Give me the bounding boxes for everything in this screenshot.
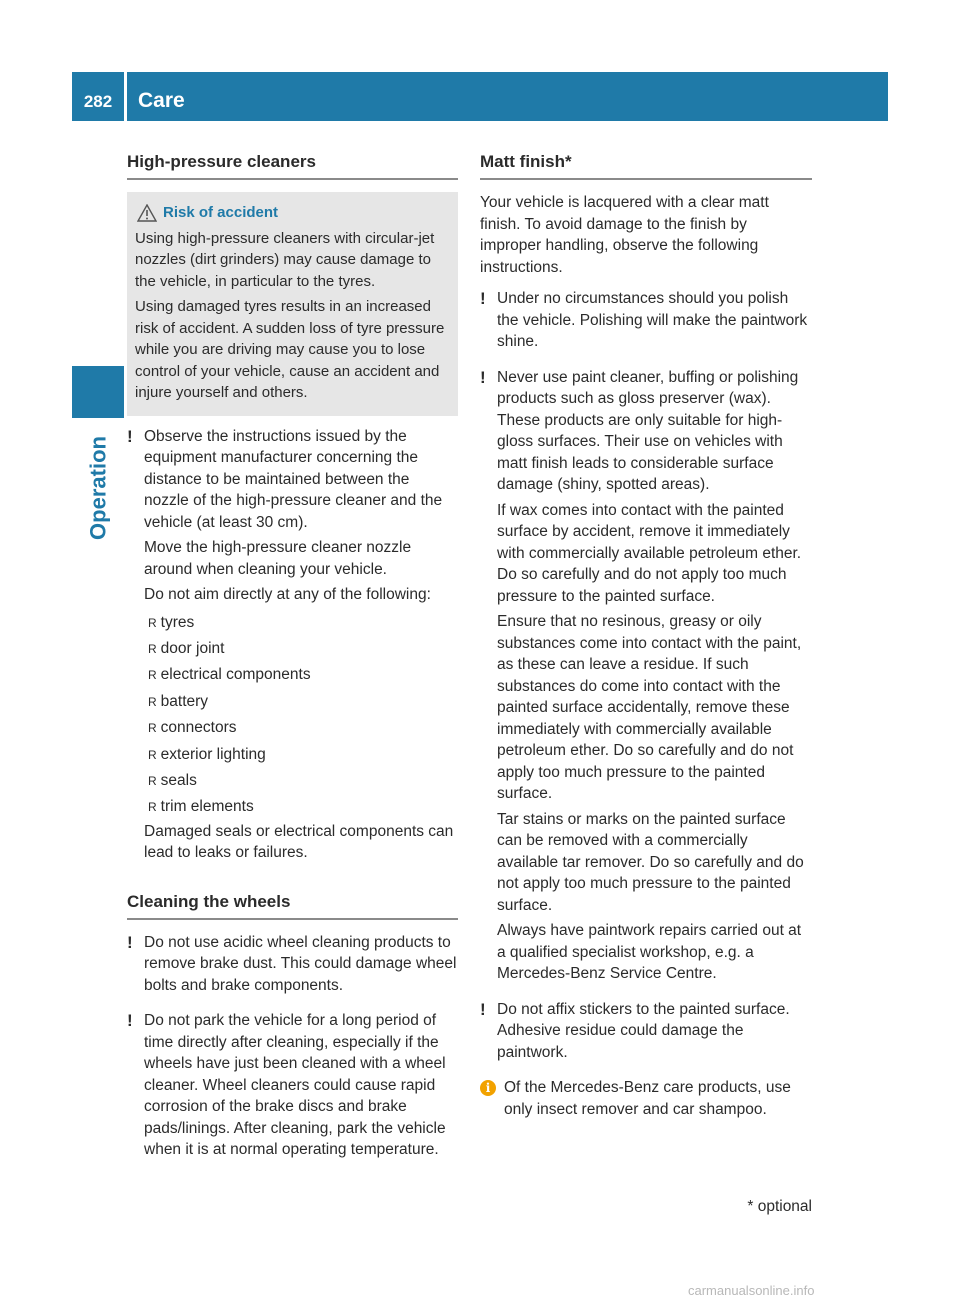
heading-matt-finish: Matt finish* xyxy=(480,150,812,180)
list-item: R exterior lighting xyxy=(148,742,458,768)
list-item: R connectors xyxy=(148,715,458,741)
list-item: R tyres xyxy=(148,610,458,636)
bullet-list xyxy=(144,610,458,821)
note-text: If wax comes into contact with the painted surface by accident, remove it immediately with commercially available petroleum ether. Do so carefully and do not apply too much pressure to the painted surface. xyxy=(497,501,802,605)
exclamation-icon: ! xyxy=(127,1011,133,1031)
note-text: Tar stains or marks on the painted surface can be removed with a commercially available tar remover. Do so carefully and do not apply too much pressure to the painted surface. xyxy=(497,810,804,914)
note-text: Always have paintwork repairs carried out at a qualified specialist workshop, e.g. a Mercedes-Benz Service Centre. xyxy=(497,922,802,982)
page-number: 282 xyxy=(83,92,113,111)
header-separator xyxy=(124,72,127,121)
caution-note xyxy=(127,1010,458,1165)
caution-note xyxy=(480,288,812,357)
caution-note xyxy=(127,932,458,1001)
list-item: R battery xyxy=(148,689,458,715)
caution-note xyxy=(127,426,458,868)
exclamation-icon: ! xyxy=(480,367,486,387)
list-item: R door joint xyxy=(148,636,458,662)
exclamation-icon: ! xyxy=(127,932,133,952)
warning-paragraph: Using damaged tyres results in an increased risk of accident. A sudden loss of tyre pressure while you are driving may cause you to lose control of your vehicle, cause an accident and injure yourself and others. xyxy=(135,298,445,401)
note-text: Damaged seals or electrical components can lead to leaks or failures. xyxy=(144,822,454,862)
list-item: R seals xyxy=(148,768,458,794)
heading-cleaning-wheels: Cleaning the wheels xyxy=(127,890,458,920)
note-text: Ensure that no resinous, greasy or oily substances come into contact with the paint, as these can leave a residue. If such substances do come into contact with the painted surface accidentally, remove these immediately with commercially available petroleum ether. Do so carefully and do not apply too much pressure to the painted surface. xyxy=(497,613,802,802)
note-text: Do not park the vehicle for a long period of time directly after cleaning, especially if the wheels have just been cleaned with a wheel cleaner. Wheel cleaners could cause rapid corrosion of the brake discs and brake pads/linings. After cleaning, park the vehicle when it is at normal operating temperature. xyxy=(144,1012,446,1159)
info-icon: i xyxy=(480,1080,496,1096)
note-text: Under no circumstances should you polish the vehicle. Polishing will make the paintwork shine. xyxy=(497,290,808,350)
note-text: Observe the instructions issued by the equipment manufacturer concerning the distance to be maintained between the nozzle of the high-pressure cleaner and the vehicle (at least 30 cm). xyxy=(144,427,443,531)
warning-triangle-icon xyxy=(137,204,157,222)
exclamation-icon: ! xyxy=(127,426,133,446)
list-item: R trim elements xyxy=(148,794,458,820)
note-text: Do not affix stickers to the painted surface. Adhesive residue could damage the paintwork. xyxy=(497,1000,790,1061)
note-text: Do not use acidic wheel cleaning products to remove brake dust. This could damage wheel bolts and brake components. xyxy=(144,933,457,994)
caution-note xyxy=(480,367,812,989)
warning-title: Risk of accident xyxy=(163,204,279,221)
warning-paragraph: Using high-pressure cleaners with circular-jet nozzles (dirt grinders) may cause damage to the vehicle, in particular to the tyres. xyxy=(135,229,435,290)
optional-footnote: * optional xyxy=(747,1198,812,1215)
exclamation-icon: ! xyxy=(480,999,486,1019)
warning-header xyxy=(135,202,450,224)
header-band xyxy=(72,72,888,121)
exclamation-icon: ! xyxy=(480,289,486,308)
info-note xyxy=(480,1077,812,1124)
watermark: carmanualsonline.info xyxy=(688,1283,815,1298)
note-text: Move the high-pressure cleaner nozzle around when cleaning your vehicle. xyxy=(144,539,412,578)
list-item: R electrical components xyxy=(148,662,458,688)
section-title: Care xyxy=(138,89,185,112)
note-text: Never use paint cleaner, buffing or polishing products such as gloss preserver (wax). These products are only suitable for high-gloss surfaces. Their use on vehicles with matt finish leads to considerable surface damage (shiny, spotted areas). xyxy=(497,368,799,493)
heading-high-pressure-cleaners: High-pressure cleaners xyxy=(127,150,458,180)
note-text: Do not aim directly at any of the following: xyxy=(144,586,431,603)
right-column xyxy=(480,150,812,1124)
intro-text: Your vehicle is lacquered with a clear matt finish. To avoid damage to the finish by improper handling, observe the following instructions. xyxy=(480,194,769,276)
chapter-label xyxy=(72,428,124,548)
caution-note xyxy=(480,999,812,1068)
chapter-tab-marker xyxy=(72,366,124,418)
left-column xyxy=(127,150,458,1165)
chapter-label-text: Operation xyxy=(85,436,111,540)
note-text: Of the Mercedes-Benz care products, use only insect remover and car shampoo. xyxy=(504,1079,791,1118)
warning-box xyxy=(127,192,458,416)
